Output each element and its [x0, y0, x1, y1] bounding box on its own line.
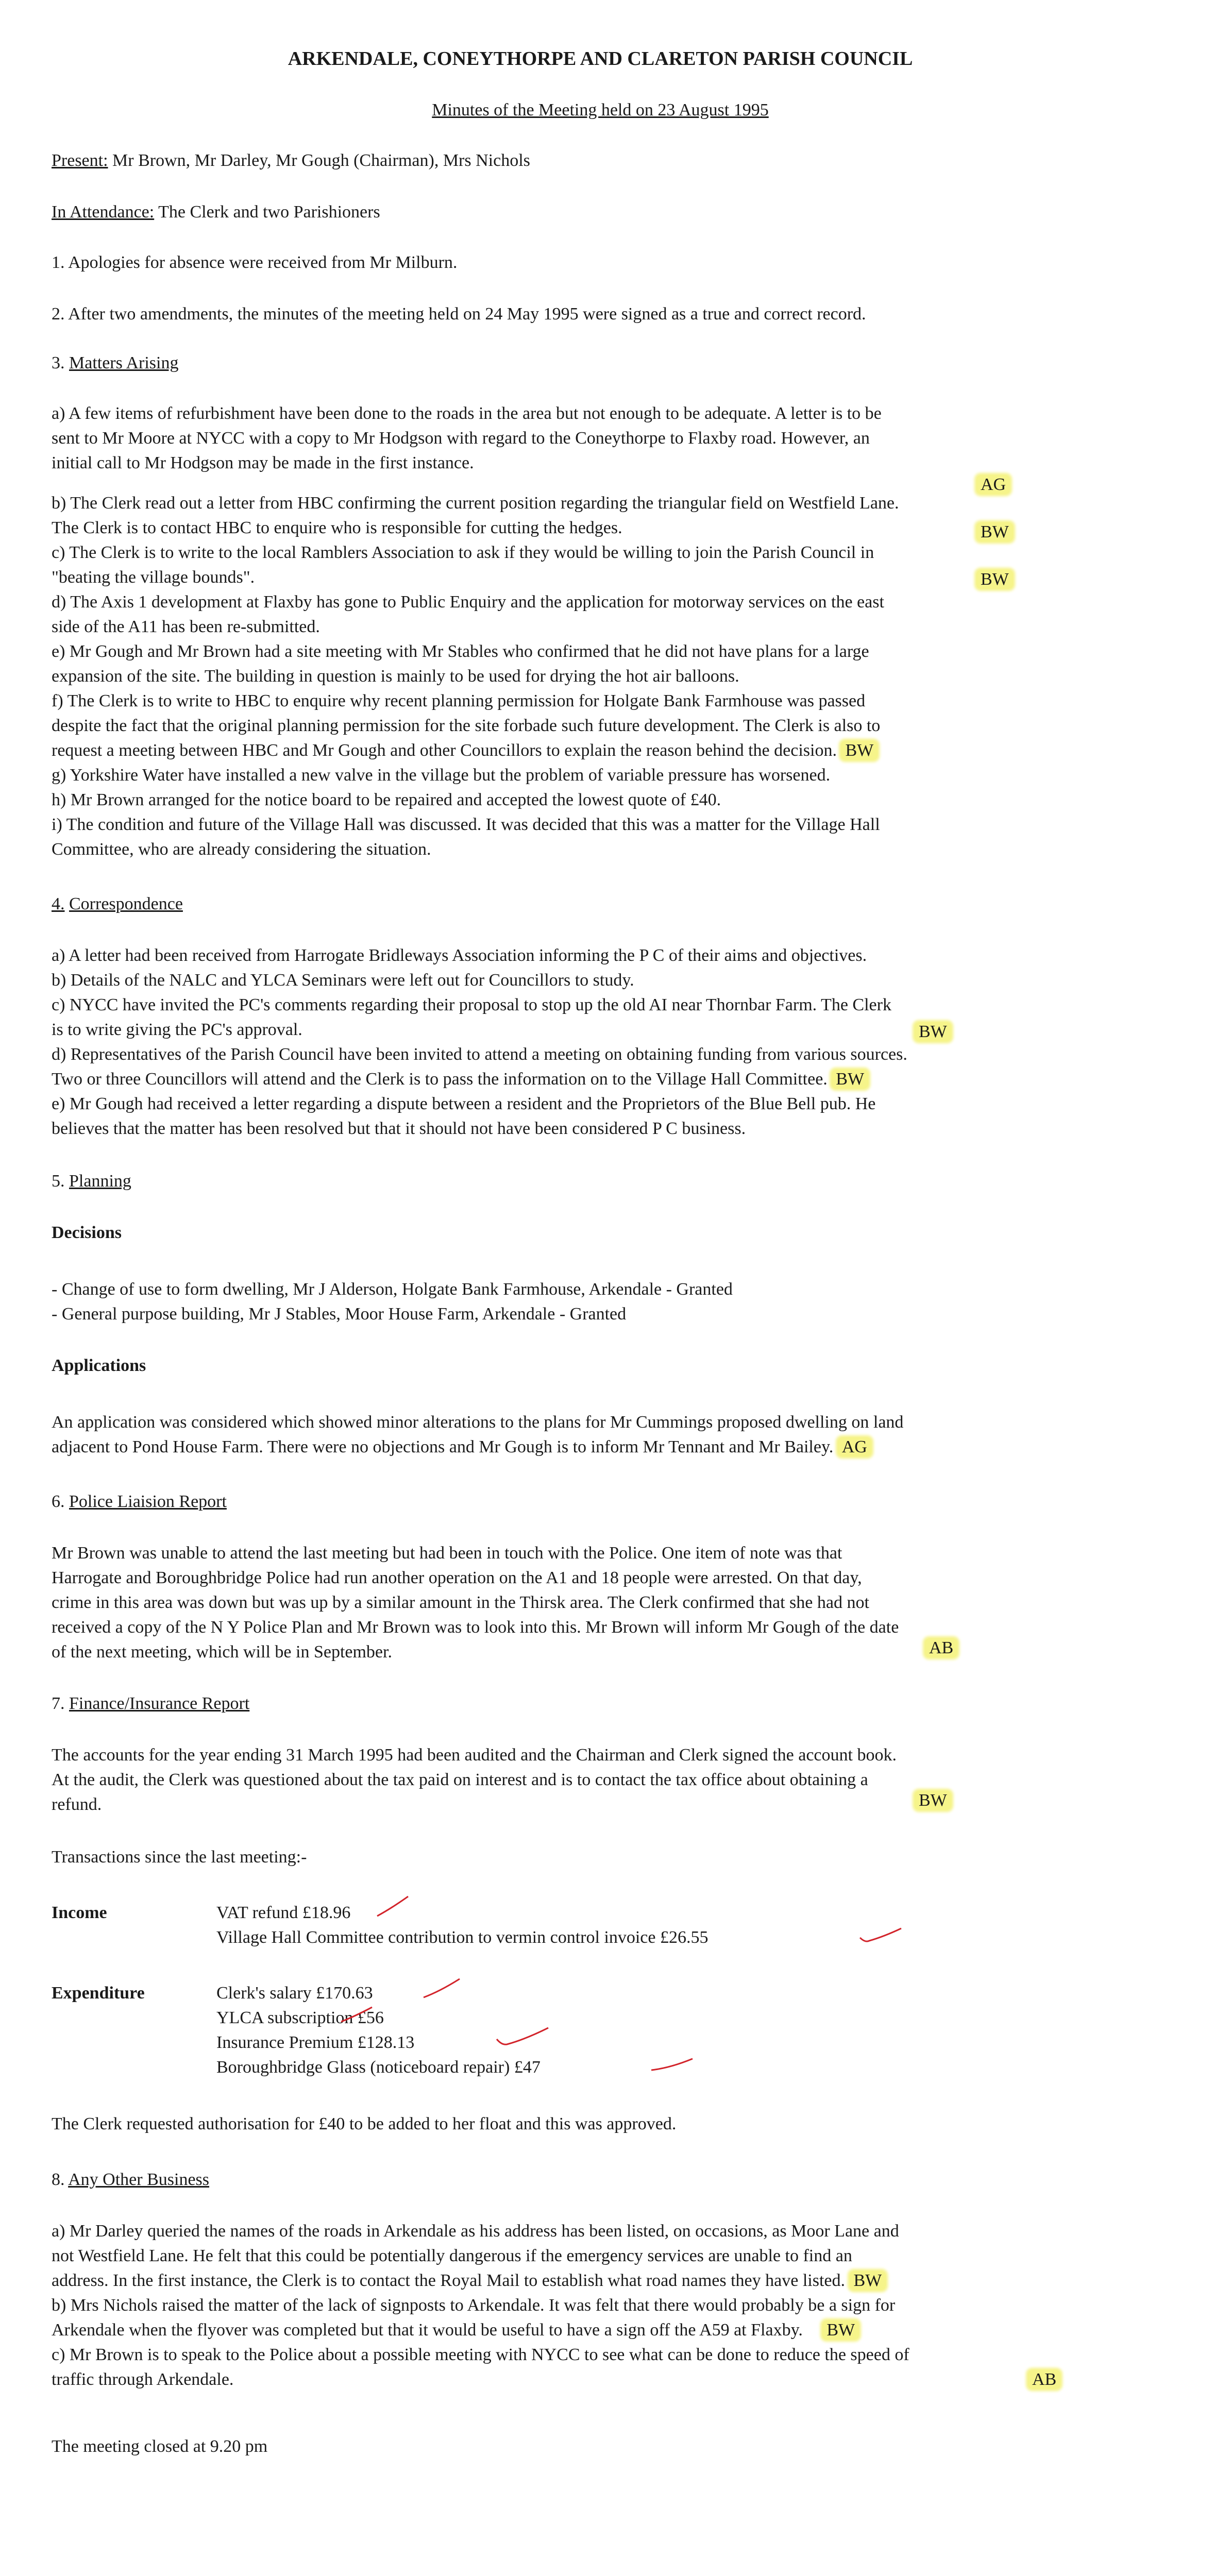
correspondence-line: is to write giving the PC's approval.	[52, 1020, 302, 1039]
action-initials: BW	[976, 569, 1013, 590]
red-check-mark	[421, 1976, 463, 2002]
aob-line: c) Mr Brown is to speak to the Police about a possible meeting with NYCC to see what can be done to reduce the speed of	[52, 2345, 909, 2364]
matters-line: "beating the village bounds".	[52, 568, 255, 587]
expenditure-item: Clerk's salary £170.63	[216, 1984, 373, 2003]
section-heading-matters: 3. Matters Arising	[52, 353, 179, 372]
present-text: Mr Brown, Mr Darley, Mr Gough (Chairman), Mrs Nichols	[112, 151, 530, 170]
matters-line: despite the fact that the original planning permission for the site forbade such future development. The Clerk is also to	[52, 716, 881, 735]
correspondence-line: a) A letter had been received from Harrogate Bridleways Association informing the P C of their aims and objectives.	[52, 946, 867, 965]
application-line: An application was considered which showed minor alterations to the plans for Mr Cummings proposed dwelling on land	[52, 1413, 904, 1432]
matters-line: e) Mr Gough and Mr Brown had a site meeting with Mr Stables who confirmed that he did not have plans for a large	[52, 642, 869, 661]
correspondence-line: b) Details of the NALC and YLCA Seminars were left out for Councillors to study.	[52, 971, 634, 990]
income-item: VAT refund £18.96	[216, 1903, 351, 1922]
correspondence-line: believes that the matter has been resolved but that it should not have been considered P C business.	[52, 1119, 746, 1138]
expenditure-item: Boroughbridge Glass (noticeboard repair) £47	[216, 2058, 541, 2077]
aob-line: a) Mr Darley queried the names of the roads in Arkendale as his address has been listed, on occasions, as Moor Lane and	[52, 2222, 899, 2241]
matters-line: g) Yorkshire Water have installed a new valve in the village but the problem of variable pressure has worsened.	[52, 766, 831, 785]
meeting-subtitle: Minutes of the Meeting held on 23 August 1995	[432, 100, 769, 120]
income-item: Village Hall Committee contribution to vermin control invoice £26.55	[216, 1928, 709, 1947]
matters-line: f) The Clerk is to write to HBC to enquire why recent planning permission for Holgate Bank Farmhouse was passed	[52, 691, 866, 710]
matters-line: initial call to Mr Hodgson may be made in the first instance.	[52, 453, 474, 472]
decisions-heading: Decisions	[52, 1223, 122, 1242]
matters-line: Committee, who are already considering the situation.	[52, 840, 431, 859]
matters-line: h) Mr Brown arranged for the notice board to be repaired and accepted the lowest quote of £40.	[52, 790, 721, 809]
present-label: Present:	[52, 151, 108, 170]
action-initials: AG	[976, 474, 1010, 495]
expenditure-item: Insurance Premium £128.13	[216, 2033, 415, 2052]
aob-line: traffic through Arkendale.	[52, 2370, 234, 2389]
action-initials: BW	[822, 2320, 859, 2340]
matters-line: d) The Axis 1 development at Flaxby has gone to Public Enquiry and the application for motorway services on the east	[52, 592, 884, 612]
action-initials: AG	[838, 1437, 871, 1456]
correspondence-line: e) Mr Gough had received a letter regarding a dispute between a resident and the Proprietors of the Blue Bell pub. He	[52, 1094, 876, 1113]
matters-line: request a meeting between HBC and Mr Gough and other Councillors to explain the reason behind the decision. BW	[52, 740, 878, 761]
aob-line: b) Mrs Nichols raised the matter of the lack of signposts to Arkendale. It was felt that there would probably be a sign for	[52, 2296, 896, 2315]
action-initials: AB	[925, 1638, 957, 1658]
section-heading-correspondence: 4. Correspondence	[52, 894, 183, 913]
action-initials: BW	[915, 1790, 951, 1811]
police-line: crime in this area was down but was up by a similar amount in the Thirsk area. The Clerk confirmed that she had not	[52, 1593, 869, 1612]
attendance-label: In Attendance:	[52, 202, 155, 222]
matters-line: i) The condition and future of the Village Hall was discussed. It was decided that this was a matter for the Village Hall	[52, 815, 880, 834]
police-line: Harrogate and Boroughbridge Police had run another operation on the A1 and 18 people were arrested. On that day,	[52, 1568, 862, 1587]
matters-line: c) The Clerk is to write to the local Ramblers Association to ask if they would be willing to join the Parish Council in	[52, 543, 874, 562]
expenditure-label: Expenditure	[52, 1984, 145, 2003]
applications-heading: Applications	[52, 1356, 146, 1375]
police-line: of the next meeting, which will be in September.	[52, 1642, 392, 1662]
section-heading-finance: 7. Finance/Insurance Report	[52, 1694, 250, 1713]
item-apologies: 1. Apologies for absence were received from Mr Milburn.	[52, 253, 458, 272]
red-check-mark	[495, 2025, 551, 2050]
section-heading-planning: 5. Planning	[52, 1172, 131, 1191]
finance-line: refund.	[52, 1795, 102, 1814]
matters-line: b) The Clerk read out a letter from HBC confirming the current position regarding the triangular field on Westfield Lane.	[52, 494, 899, 513]
finance-line: At the audit, the Clerk was questioned about the tax paid on interest and is to contact the tax office about obtaining a	[52, 1770, 868, 1789]
matters-line: side of the A11 has been re-submitted.	[52, 617, 320, 636]
item-minutes: 2. After two amendments, the minutes of the meeting held on 24 May 1995 were signed as a true and correct record.	[52, 304, 866, 324]
expenditure-item: YLCA subscription £56	[216, 2008, 384, 2027]
decision-item: - Change of use to form dwelling, Mr J Alderson, Holgate Bank Farmhouse, Arkendale - Granted	[52, 1280, 733, 1299]
section-heading-police: 6. Police Liaision Report	[52, 1492, 227, 1511]
transactions-label: Transactions since the last meeting:-	[52, 1848, 307, 1867]
attendance-text: The Clerk and two Parishioners	[158, 202, 380, 222]
meeting-closed: The meeting closed at 9.20 pm	[52, 2437, 268, 2456]
section-heading-aob: 8. Any Other Business	[52, 2170, 210, 2189]
red-check-mark	[649, 2055, 696, 2075]
attendance-line	[52, 202, 380, 223]
income-label: Income	[52, 1903, 107, 1922]
red-check-mark	[339, 2004, 375, 2025]
action-initials: BW	[832, 1070, 868, 1089]
aob-line: not Westfield Lane. He felt that this could be potentially dangerous if the emergency services are unable to find an	[52, 2246, 852, 2265]
action-initials: BW	[850, 2271, 886, 2290]
aob-line: address. In the first instance, the Clerk is to contact the Royal Mail to establish what road names they have listed. BW	[52, 2270, 886, 2291]
application-line: adjacent to Pond House Farm. There were no objections and Mr Gough is to inform Mr Tennant and Mr Bailey. AG	[52, 1437, 871, 1458]
police-line: Mr Brown was unable to attend the last meeting but had been in touch with the Police. One item of note was that	[52, 1544, 842, 1563]
red-check-mark	[858, 1923, 904, 1949]
action-initials: BW	[976, 522, 1013, 543]
correspondence-line: Two or three Councillors will attend and the Clerk is to pass the information on to the Village Hall Committee. BW	[52, 1069, 868, 1090]
float-note: The Clerk requested authorisation for £40 to be added to her float and this was approved.	[52, 2114, 677, 2133]
matters-line: sent to Mr Moore at NYCC with a copy to Mr Hodgson with regard to the Coneythorpe to Flaxby road. However, an	[52, 429, 870, 448]
matters-line: The Clerk is to contact HBC to enquire who is responsible for cutting the hedges.	[52, 518, 622, 537]
red-check-mark	[375, 1893, 411, 1919]
present-line	[52, 150, 530, 171]
aob-line: Arkendale when the flyover was completed but that it would be useful to have a sign off the A59 at Flaxby. BW	[52, 2320, 859, 2341]
decision-item: - General purpose building, Mr J Stables, Moor House Farm, Arkendale - Granted	[52, 1304, 627, 1324]
council-title: ARKENDALE, CONEYTHORPE AND CLARETON PARISH COUNCIL	[288, 48, 913, 70]
correspondence-line: d) Representatives of the Parish Council have been invited to attend a meeting on obtaining funding from various sources.	[52, 1045, 907, 1064]
action-initials: AB	[1028, 2369, 1060, 2390]
police-line: received a copy of the N Y Police Plan and Mr Brown was to look into this. Mr Brown will inform Mr Gough of the date	[52, 1618, 899, 1637]
correspondence-line: c) NYCC have invited the PC's comments regarding their proposal to stop up the old AI near Thornbar Farm. The Clerk	[52, 995, 891, 1014]
finance-line: The accounts for the year ending 31 March 1995 had been audited and the Chairman and Clerk signed the account book.	[52, 1745, 897, 1765]
action-initials: BW	[915, 1022, 951, 1042]
action-initials: BW	[841, 741, 878, 760]
matters-line: a) A few items of refurbishment have been done to the roads in the area but not enough to be adequate. A letter is to be	[52, 404, 882, 423]
matters-line: expansion of the site. The building in question is mainly to be used for drying the hot air balloons.	[52, 667, 739, 686]
